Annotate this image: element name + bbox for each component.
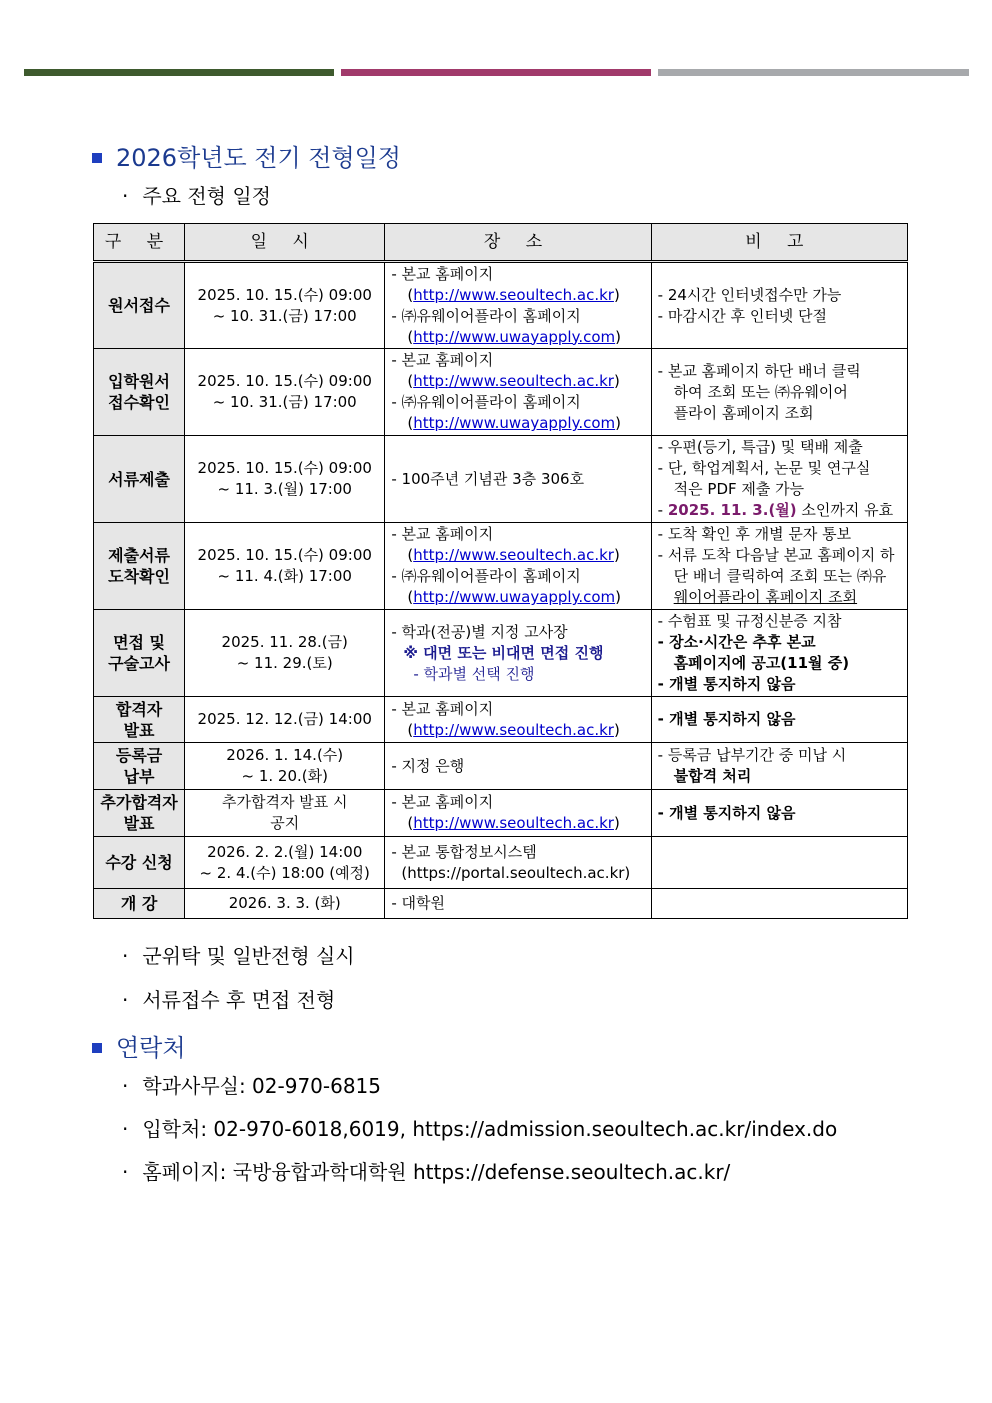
row-date: 추가합격자 발표 시 공지	[185, 790, 385, 837]
header-category: 구 분	[94, 224, 185, 262]
row-category: 등록금 납부	[94, 743, 185, 790]
uwayapply-link[interactable]: http://www.uwayapply.com	[413, 414, 616, 432]
row-category: 면접 및 구술고사	[94, 610, 185, 697]
row-date: 2025. 10. 15.(수) 09:00 ~ 10. 31.(금) 17:00	[185, 262, 385, 349]
row-note	[651, 837, 907, 889]
row-date: 2025. 12. 12.(금) 14:00	[185, 697, 385, 743]
row-note: - 우편(등기, 특급) 및 택배 제출 - 단, 학업계획서, 논문 및 연구실 적은 PDF 제출 가능 - 2025. 11. 3.(월) 소인까지 유효	[651, 436, 907, 523]
dot-bullet-icon: ·	[122, 1117, 129, 1141]
row-date: 2025. 10. 15.(수) 09:00 ~ 11. 4.(화) 17:00	[185, 523, 385, 610]
portal-url: (https://portal.seoultech.ac.kr)	[401, 863, 631, 882]
dot-bullet-icon: ·	[122, 944, 129, 968]
contact-homepage[interactable]: · 홈페이지: 국방융합과학대학원 https://defense.seoultech.ac.kr/	[122, 1160, 731, 1184]
table-row	[94, 262, 908, 349]
row-note	[651, 889, 907, 919]
dot-bullet-icon: ·	[122, 184, 129, 208]
table-row	[94, 837, 908, 889]
row-category: 입학원서 접수확인	[94, 349, 185, 436]
table-row	[94, 790, 908, 837]
row-date: 2025. 10. 15.(수) 09:00 ~ 10. 31.(금) 17:00	[185, 349, 385, 436]
row-place: - 본교 홈페이지 (http://www.seoultech.ac.kr) - ㈜유웨이어플라이 홈페이지 (http://www.uwayapply.com)	[385, 523, 651, 610]
bullet-document-interview: · 서류접수 후 면접 전형	[122, 988, 336, 1012]
uwayapply-link[interactable]: http://www.uwayapply.com	[413, 327, 616, 346]
row-category: 합격자 발표	[94, 697, 185, 743]
row-date: 2026. 3. 3. (화)	[185, 889, 385, 919]
dot-bullet-icon: ·	[122, 1074, 129, 1098]
row-place: - 본교 홈페이지 (http://www.seoultech.ac.kr)	[385, 790, 651, 837]
header-note: 비 고	[651, 224, 907, 262]
row-place: - 100주년 기념관 3층 306호	[385, 436, 651, 523]
row-note: - 도착 확인 후 개별 문자 통보 - 서류 도착 다음날 본교 홈페이지 하 단 배너 클릭하여 조회 또는 ㈜유 웨이어플라이 홈페이지 조회	[651, 523, 907, 610]
row-category: 서류제출	[94, 436, 185, 523]
row-place: - 지정 은행	[385, 743, 651, 790]
bullet-military-general: · 군위탁 및 일반전형 실시	[122, 944, 355, 968]
seoultech-link[interactable]: http://www.seoultech.ac.kr	[413, 372, 614, 390]
row-category: 개 강	[94, 889, 185, 919]
row-category: 추가합격자 발표	[94, 790, 185, 837]
interview-notice: ※ 대면 또는 비대면 면접 진행	[403, 643, 604, 662]
row-place: - 대학원	[385, 889, 651, 919]
row-place: - 본교 홈페이지 (http://www.seoultech.ac.kr) - ㈜유웨이어플라이 홈페이지 (http://www.uwayapply.com)	[385, 349, 651, 436]
table-row	[94, 743, 908, 790]
row-note: - 수험표 및 규정신분증 지참 - 장소·시간은 추후 본교 홈페이지에 공고(11월 중) - 개별 통지하지 않음	[651, 610, 907, 697]
seoultech-link[interactable]: http://www.seoultech.ac.kr	[413, 285, 614, 304]
row-place: - 본교 통합정보시스템 (https://portal.seoultech.ac.kr)	[385, 837, 651, 889]
top-bar-gray	[658, 69, 969, 76]
row-note: - 24시간 인터넷접수만 가능 - 마감시간 후 인터넷 단절	[651, 262, 907, 349]
row-date: 2025. 10. 15.(수) 09:00 ~ 11. 3.(월) 17:00	[185, 436, 385, 523]
table-header-row	[94, 224, 908, 262]
table-row	[94, 436, 908, 523]
contact-admissions[interactable]: · 입학처: 02-970-6018,6019, https://admission.seoultech.ac.kr/index.do	[122, 1117, 838, 1141]
subtitle-main-schedule: · 주요 전형 일정	[122, 184, 271, 208]
uwayapply-link[interactable]: http://www.uwayapply.com	[413, 588, 616, 606]
row-place: - 본교 홈페이지 (http://www.seoultech.ac.kr)	[385, 697, 651, 743]
row-category: 수강 신청	[94, 837, 185, 889]
top-bar-green	[24, 69, 334, 76]
dot-bullet-icon: ·	[122, 1160, 129, 1184]
seoultech-link[interactable]: http://www.seoultech.ac.kr	[413, 814, 614, 832]
table-row	[94, 523, 908, 610]
section-heading-contact: 연락처	[92, 1028, 186, 1063]
schedule-table	[93, 223, 908, 919]
row-category: 원서접수	[94, 262, 185, 349]
row-note: - 개별 통지하지 않음	[651, 790, 907, 837]
square-bullet-icon	[92, 153, 102, 163]
section-heading-schedule: 2026학년도 전기 전형일정	[92, 138, 401, 173]
row-date: 2026. 2. 2.(월) 14:00 ~ 2. 4.(수) 18:00 (예정)	[185, 837, 385, 889]
table-row	[94, 697, 908, 743]
seoultech-link[interactable]: http://www.seoultech.ac.kr	[413, 720, 614, 739]
row-date: 2026. 1. 14.(수) ~ 1. 20.(화)	[185, 743, 385, 790]
row-date: 2025. 11. 28.(금) ~ 11. 29.(토)	[185, 610, 385, 697]
seoultech-link[interactable]: http://www.seoultech.ac.kr	[413, 546, 614, 564]
top-bar-magenta	[341, 69, 651, 76]
table-row	[94, 610, 908, 697]
row-note: - 개별 통지하지 않음	[651, 697, 907, 743]
table-row	[94, 889, 908, 919]
row-note: - 본교 홈페이지 하단 배너 클릭 하여 조회 또는 ㈜유웨이어 플라이 홈페이지 조회	[651, 349, 907, 436]
row-category: 제출서류 도착확인	[94, 523, 185, 610]
square-bullet-icon	[92, 1043, 102, 1053]
dot-bullet-icon: ·	[122, 988, 129, 1012]
deadline-date: 2025. 11. 3.(월)	[667, 501, 797, 519]
table-row	[94, 349, 908, 436]
contact-department-office: · 학과사무실: 02-970-6815	[122, 1074, 382, 1098]
header-place: 장 소	[385, 224, 651, 262]
row-note: - 등록금 납부기간 중 미납 시 불합격 처리	[651, 743, 907, 790]
row-place: - 본교 홈페이지 (http://www.seoultech.ac.kr) - ㈜유웨이어플라이 홈페이지 (http://www.uwayapply.com)	[385, 262, 651, 349]
row-place: - 학과(전공)별 지정 고사장 ※ 대면 또는 비대면 면접 진행 - 학과별 선택 진행	[385, 610, 651, 697]
header-datetime: 일 시	[185, 224, 385, 262]
